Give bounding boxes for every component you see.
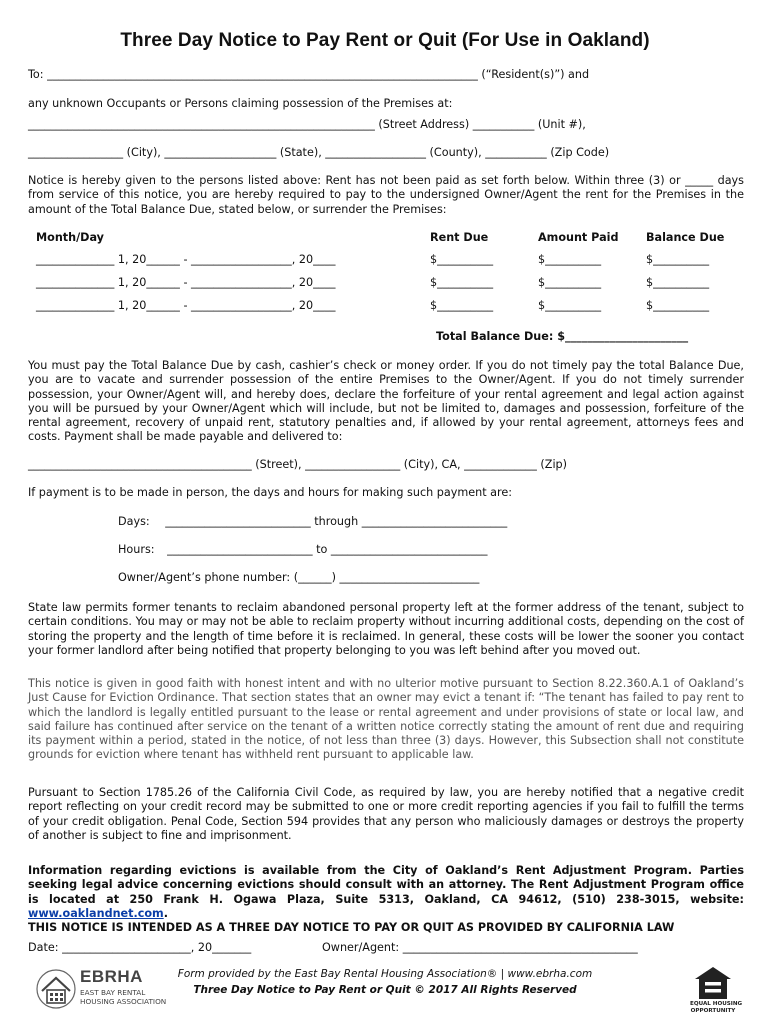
to-line <box>28 68 589 81</box>
days-label: Days: <box>118 515 150 528</box>
days-line <box>118 515 507 528</box>
notice-caps-line: THIS NOTICE IS INTENDED AS A THREE DAY NOTICE TO PAY OR QUIT AS PROVIDED BY CALIFORNIA LAW <box>28 921 675 935</box>
col-header-balance-due: Balance Due <box>646 231 725 244</box>
delivery-address-line[interactable]: ________________________________________ (Street), _________________ (City), CA, _____________ (Zip) <box>28 458 568 471</box>
date-field[interactable]: Date: _______________________, 20_______ <box>28 941 252 954</box>
owner-agent-field[interactable]: Owner/Agent: __________________________________________ <box>322 941 638 954</box>
equal-housing-caption <box>690 1001 743 1014</box>
eho-line-2: OPPORTUNITY <box>690 1007 736 1014</box>
info-text: Information regarding evictions is available from the City of Oakland’s Rent Adjustment Program. Parties seeking legal advice concerning evictions should consult with an attorney. The Rent Adjustment Program office is located at 250 Frank H. Ogawa Plaza, Suite 5313, Oakland, CA 94612, (510) 238-3015, website: <box>28 864 744 906</box>
hours-blanks[interactable]: __________________________ to ____________________________ <box>167 543 488 556</box>
logo-sub-line-2: HOUSING ASSOCIATION <box>80 997 167 1006</box>
col-header-rent-due: Rent Due <box>430 231 489 244</box>
equal-housing-icon <box>693 966 733 1000</box>
table-row-period[interactable]: ______________ 1, 20______ - __________________, 20____ <box>36 253 336 266</box>
hours-line <box>118 543 488 556</box>
to-label: To: <box>28 68 44 81</box>
address-line-1[interactable]: ______________________________________________________________ (Street Address) ___________ (Unit #), <box>28 118 586 131</box>
logo-sub-line-1: EAST BAY RENTAL <box>80 988 146 997</box>
oaklandnet-link[interactable]: www.oaklandnet.com <box>28 906 164 920</box>
in-person-line: If payment is to be made in person, the days and hours for making such payment are: <box>28 486 513 499</box>
to-blank[interactable]: _____________________________________________________________________________ <box>47 68 478 81</box>
table-row-paid[interactable]: $__________ <box>538 299 602 312</box>
notice-paragraph: Notice is hereby given to the persons listed above: Rent has not been paid as set forth below. Within three (3) or _____ days from service of this notice, you are hereby required to pay to the undersigned Owner/Agent the rent for the Premises in the amount of the Total Balance Due, stated below, or surrender the Premises: <box>28 174 744 216</box>
table-row-period[interactable]: ______________ 1, 20______ - __________________, 20____ <box>36 299 336 312</box>
footer-line-2: Three Day Notice to Pay Rent or Quit © 2017 All Rights Reserved <box>193 984 577 996</box>
table-row-rent[interactable]: $__________ <box>430 276 494 289</box>
total-balance-due[interactable]: Total Balance Due: $______________________ <box>436 330 689 343</box>
to-suffix: (“Resident(s)”) and <box>481 68 590 81</box>
footer-line-1: Form provided by the East Bay Rental Housing Association® | www.ebrha.com <box>177 968 593 980</box>
table-row-balance[interactable]: $__________ <box>646 299 710 312</box>
table-row-rent[interactable]: $__________ <box>430 299 494 312</box>
state-law-paragraph: State law permits former tenants to reclaim abandoned personal property left at the former address of the tenant, subject to certain conditions. You may or may not be able to reclaim property without incurring additional costs, depending on the cost of storing the property and the length of time before it is reclaimed. In general, these costs will be lower the sooner you contact your former landlord after being notified that property belonging to you was left behind after you moved out. <box>28 601 744 657</box>
table-row-paid[interactable]: $__________ <box>538 276 602 289</box>
page-title: Three Day Notice to Pay Rent or Quit (For Use in Oakland) <box>120 30 650 51</box>
hours-label: Hours: <box>118 543 155 556</box>
col-header-month-day: Month/Day <box>36 231 104 244</box>
info-after-link: . <box>163 906 168 920</box>
payment-paragraph: You must pay the Total Balance Due by cash, cashier’s check or money order. If you do not timely pay the total Balance Due, you are to vacate and surrender possession of the entire Premises to the Owner/Agent. If you do not timely surrender possession, your Owner/Agent will, and hereby does, declare the forfeiture of your rental agreement and legal action against you will be pursued by your Owner/Agent which will include, but not be limited to, damages and possession, forfeiture of the rental agreement, recovery of unpaid rent, statutory penalties and, if allowed by your rental agreement, attorneys fees and costs. Payment shall be made payable and delivered to: <box>28 359 744 444</box>
good-faith-paragraph: This notice is given in good faith with honest intent and with no ulterior motive pursuant to Section 8.22.360.A.1 of Oakland’s Just Cause for Eviction Ordinance. That section states that an owner may evict a tenant if: “The tenant has failed to pay rent to which the landlord is legally entitled pursuant to the lease or rental agreement and under provisions of state or local law, and said failure has continued after service on the tenant of a written notice correctly stating the amount of rent due and requiring its payment within a period, stated in the notice, of not less than three (3) days. However, this Subsection shall not constitute grounds for eviction where tenant has withheld rent pursuant to applicable law. <box>28 677 744 762</box>
days-blanks[interactable]: __________________________ through __________________________ <box>165 515 508 528</box>
occupants-line: any unknown Occupants or Persons claiming possession of the Premises at: <box>28 97 453 110</box>
eho-line-1: EQUAL HOUSING <box>690 1001 743 1007</box>
table-row-period[interactable]: ______________ 1, 20______ - __________________, 20____ <box>36 276 336 289</box>
info-paragraph <box>28 864 744 935</box>
col-header-amount-paid: Amount Paid <box>538 231 619 244</box>
address-line-2[interactable]: _________________ (City), ____________________ (State), __________________ (County), ___________ (Zip Code) <box>28 146 610 159</box>
table-row-balance[interactable]: $__________ <box>646 276 710 289</box>
table-row-rent[interactable]: $__________ <box>430 253 494 266</box>
logo-name: EBRHA <box>80 967 143 986</box>
equal-housing-logo <box>690 966 743 1016</box>
credit-paragraph: Pursuant to Section 1785.26 of the California Civil Code, as required by law, you are hereby notified that a negative credit report reflecting on your credit record may be submitted to one or more credit reporting agencies if you fail to fulfill the terms of your credit obligation. Penal Code, Section 594 provides that any person who maliciously damages or destroys the property of another is subject to fine and imprisonment. <box>28 786 744 842</box>
owner-phone-line[interactable]: Owner/Agent’s phone number: (______) _________________________ <box>118 571 480 584</box>
table-row-balance[interactable]: $__________ <box>646 253 710 266</box>
table-row-paid[interactable]: $__________ <box>538 253 602 266</box>
